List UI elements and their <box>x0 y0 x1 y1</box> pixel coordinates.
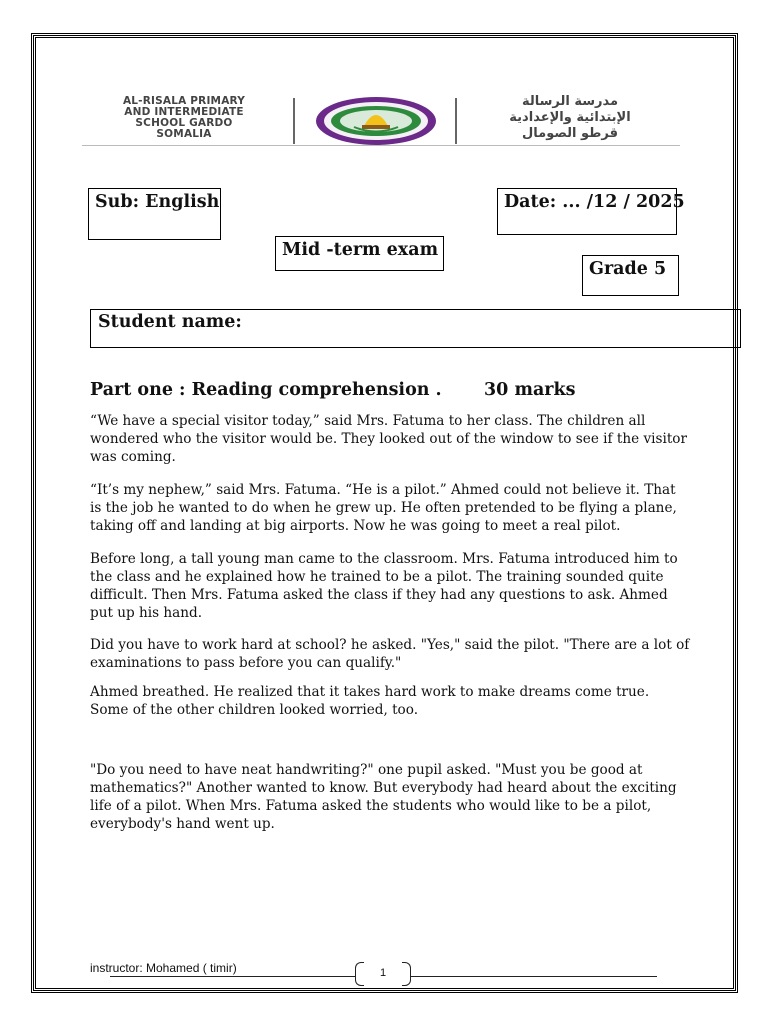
school-seal-logo-icon <box>314 96 438 146</box>
school-name-arabic-line: مدرسة الرسالة <box>521 94 619 109</box>
letterhead-rule <box>82 145 680 146</box>
instructor-label: instructor: Mohamed ( timir) <box>90 961 237 975</box>
school-name-english <box>86 96 282 140</box>
passage-paragraph: Before long, a tall young man came to the classroom. Mrs. Fatuma introduced him to the class and he explained how he trained to be a pilot. The training sounded quite difficult. Then Mrs. Fatuma asked the class if they had any questions to ask. Ahmed put up his hand. <box>90 551 678 621</box>
exam-title-box <box>275 236 444 271</box>
footer-line-right <box>411 976 657 977</box>
passage-paragraph: “We have a special visitor today,” said Mrs. Fatuma to her class. The children all wondered who the visitor would be. They looked out of the window to see if the visitor was coming. <box>90 413 687 465</box>
school-name-english-line: SOMALIA <box>156 128 212 140</box>
school-name-english-line: SCHOOL GARDO <box>135 117 233 129</box>
letterhead-divider <box>455 98 457 144</box>
passage-paragraph: “It’s my nephew,” said Mrs. Fatuma. “He is a pilot.” Ahmed could not believe it. That is the job he wanted to do when he grew up. He often pretended to be flying a plane, taking off and landing at big airports. Now he was going to meet a real pilot. <box>90 482 677 534</box>
school-name-arabic <box>460 94 680 142</box>
section-title: Part one : Reading comprehension . <box>90 380 442 400</box>
school-name-arabic-line: الإبتدائية والإعدادية <box>509 110 631 125</box>
page-number: 1 <box>379 967 387 979</box>
section-marks: 30 marks <box>484 380 576 400</box>
passage-paragraph: Ahmed breathed. He realized that it takes hard work to make dreams come true. Some of the other children looked worried, too. <box>90 684 650 718</box>
letterhead <box>82 94 680 148</box>
date-label: Date: ... /12 / 2025 <box>504 192 685 212</box>
subject-box <box>88 188 221 240</box>
student-name-box[interactable] <box>90 309 741 348</box>
subject-label: Sub: English <box>95 192 220 212</box>
school-name-english-line: AL-RISALA PRIMARY <box>122 95 246 107</box>
page-number-box <box>355 962 411 984</box>
school-name-english-line: AND INTERMEDIATE <box>124 106 244 118</box>
letterhead-divider <box>293 98 295 144</box>
school-name-arabic-line: قرطو الصومال <box>521 126 619 141</box>
passage-paragraph: Did you have to work hard at school? he asked. "Yes," said the pilot. "There are a lot of examinations to pass before you can qualify." <box>90 637 690 671</box>
student-name-label: Student name: <box>98 312 242 332</box>
grade-label: Grade 5 <box>589 259 667 279</box>
date-box <box>497 188 685 235</box>
passage-paragraph: "Do you need to have neat handwriting?" one pupil asked. "Must you be good at mathematics?" Another wanted to know. But everybody had heard about the exciting life of a pilot. When Mrs. Fatuma asked the students who would like to be a pilot, everybody's hand went up. <box>90 762 677 832</box>
footer-line-left <box>110 976 355 977</box>
grade-box <box>582 255 679 296</box>
exam-title: Mid -term exam <box>282 240 439 260</box>
